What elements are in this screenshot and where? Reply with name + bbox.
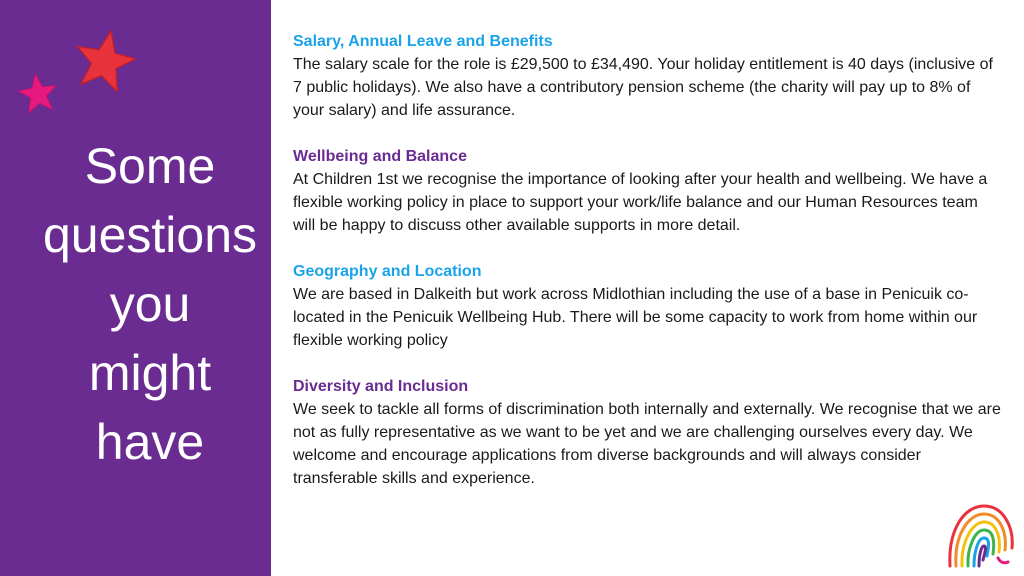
red-star-icon — [74, 26, 136, 94]
title-line: you — [109, 276, 191, 332]
page-title — [0, 132, 300, 477]
pink-star-icon — [18, 72, 58, 114]
title-line: Some — [84, 138, 216, 194]
section-geography — [293, 260, 1003, 352]
section-body: At Children 1st we recognise the importance of looking after your health and wellbeing. We have a flexible working policy in place to support your work/life balance and our Human Resources team will be happy to discuss other available supports in more detail. — [293, 171, 988, 234]
title-line: questions — [42, 207, 258, 263]
section-heading: Wellbeing and Balance — [293, 148, 467, 165]
sidebar — [0, 0, 271, 576]
section-heading: Salary, Annual Leave and Benefits — [293, 33, 553, 50]
section-body: We seek to tackle all forms of discrimination both internally and externally. We recognise that we are not as fully representative as we want to be yet and we are challenging ourselves every day. We welcome and encourage applications from diverse backgrounds and will always consider transferable skills and experience. — [293, 401, 1001, 487]
section-heading: Geography and Location — [293, 263, 482, 280]
rainbow-logo-icon — [944, 500, 1018, 570]
section-wellbeing — [293, 145, 1003, 237]
section-body: We are based in Dalkeith but work across Midlothian including the use of a base in Penicuik co-located in the Penicuik Wellbeing Hub. There will be some capacity to work from home within our flexible working policy — [293, 286, 978, 349]
section-body: The salary scale for the role is £29,500 to £34,490. Your holiday entitlement is 40 days (inclusive of 7 public holidays). We also have a contributory pension scheme (the charity will pay up to 8% of your salary) and life assurance. — [293, 56, 993, 119]
content-area — [293, 30, 1003, 513]
title-line: might — [88, 345, 212, 401]
title-line: have — [95, 414, 205, 470]
section-heading: Diversity and Inclusion — [293, 378, 469, 395]
section-salary — [293, 30, 1003, 122]
section-diversity — [293, 375, 1003, 490]
